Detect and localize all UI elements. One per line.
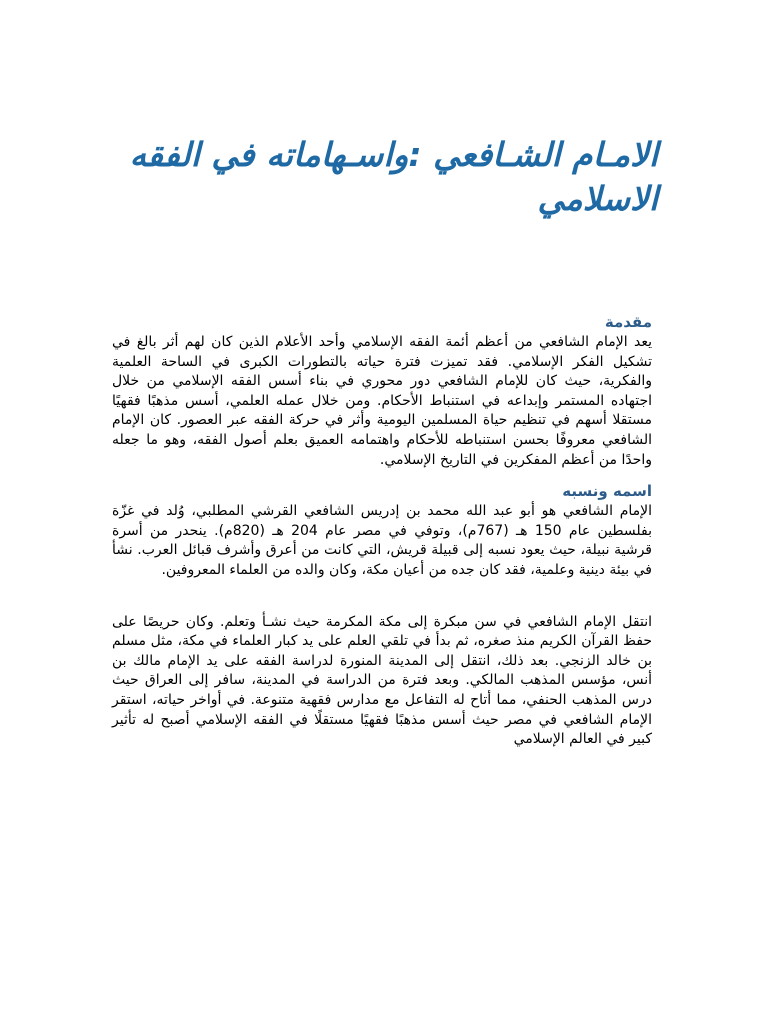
section-heading-introduction: مقدمة — [604, 313, 652, 331]
document-title: الامـام الشـافعي :واسـهاماته في الفقه الاسلامي — [129, 135, 658, 218]
spacer — [112, 581, 652, 613]
paragraph-name-lineage: الإمام الشافعي هو أبو عبد الله محمد بن إدريس الشافعي القرشي المطلبي، وُلد في غزّة بفلسطين عام 150 هـ (767م)، وتوفي في مصر عام 204 هـ (820م). ينحدر من أسرة قرشية نبيلة، حيث يعود نسبه إلى قبيلة قريش، التي كانت من أعرق وأشرف قبائل العرب. نشأ في بيئة دينية وعلمية، فقد كان جده من أعيان مكة، وكان والده من العلماء المعروفين. — [112, 503, 652, 578]
paragraph-education: انتقل الإمام الشافعي في سن مبكرة إلى مكة المكرمة حيث نشـأ وتعلم. وكان حريصًا على حفظ القرآن الكريم منذ صغره، ثم بدأ في تلقي العلم على يد كبار العلماء في مكة، مثل مسلم بن خالد الزنجي. بعد ذلك، انتقل إلى المدينة المنورة لدراسة الفقه على يد الإمام مالك بن أنس، مؤسس المذهب المالكي. وبعد فترة من الدراسة في المدينة، سافر إلى العراق حيث درس المذهب الحنفي، مما أتاح له التفاعل مع مدارس فقهية متنوعة. في أواخر حياته، استقر الإمام الشافعي في مصر حيث أسس مذهبًا فقهيًا مستقلًا في الفقه الإسلامي أصبح له تأثير كبير في العالم الإسلامي — [112, 613, 652, 748]
paragraph-introduction: يعد الإمام الشافعي من أعظم أئمة الفقه الإسلامي وأحد الأعلام الذين كان لهم أثر بالغ في تشكيل الفكر الإسلامي. فقد تميزت فترة حياته بالتطورات الكبرى في الساحة العلمية والفكرية، حيث كان للإمام الشافعي دور محوري في بناء أسس الفقه الإسلامي من خلال اجتهاده المستمر وإبداعه في استنباط الأحكام. ومن خلال عمله العلمي، أسس مذهبًا فقهيًا مستقلا أسهم في تنظيم حياة المسلمين اليومية وأثر في حركة الفقه عبر العصور. كان الإمام الشافعي معروفًا بحسن استنباطه للأحكام واهتمامه العميق بعلم أصول الفقه، وهو ما جعله واحدًا من أعظم المفكرين في التاريخ الإسلامي. — [112, 334, 652, 468]
spacer — [112, 470, 652, 480]
section-heading-name-lineage: اسمه ونسبه — [562, 482, 652, 501]
document-body — [112, 311, 652, 750]
